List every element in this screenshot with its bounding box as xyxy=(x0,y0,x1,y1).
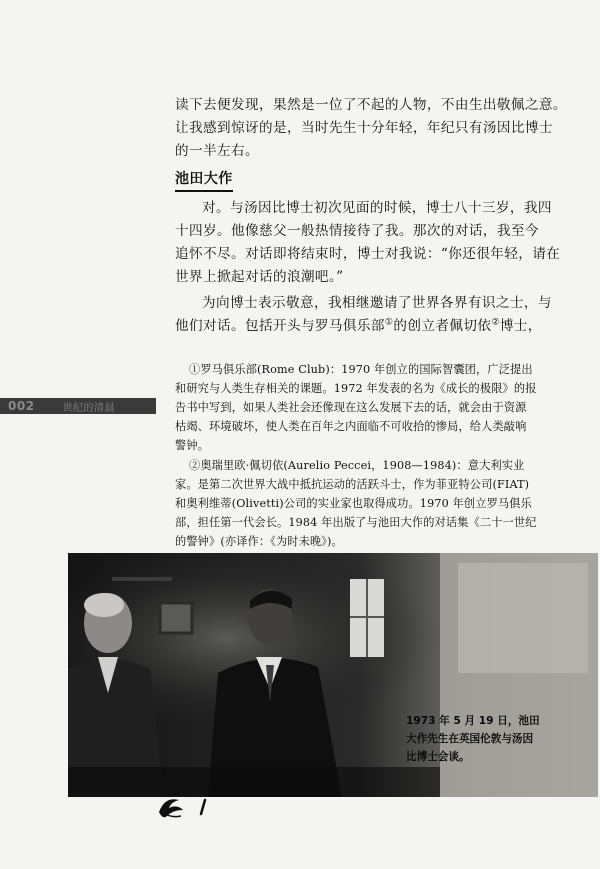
paragraph-2-line-1: 对。与汤因比博士初次见面的时候，博士八十三岁，我四 xyxy=(202,200,552,216)
paragraph-3 xyxy=(175,292,563,338)
footnote-2-line-2: 家。是第二次世界大战中抵抗运动的活跃斗士，作为菲亚特公司(FIAT) xyxy=(175,478,530,491)
paragraph-1-line-1: 读下去便发现，果然是一位了不起的人物，不由生出敬佩之意。 xyxy=(175,97,567,113)
footnote-2-line-3: 和奥利维蒂(Olivetti)公司的实业家也取得成功。1970 年创立罗马俱乐 xyxy=(175,497,532,510)
caption-line-1: 1973 年 5 月 19 日，池田 xyxy=(406,715,540,727)
decorative-ornament-icon xyxy=(155,792,215,822)
footnote-1 xyxy=(175,360,567,455)
page-number: 002 xyxy=(8,399,35,413)
paragraph-2-line-3: 追怀不尽。对话即将结束时，博士对我说：“你还很年轻，请在 xyxy=(175,246,561,262)
footnote-ref-2[interactable]: ② xyxy=(491,317,500,328)
caption-line-2: 大作先生在英国伦敦与汤因 xyxy=(406,733,534,745)
section-heading: 池田大作 xyxy=(175,168,233,192)
running-head xyxy=(0,398,156,414)
footnote-ref-1[interactable]: ① xyxy=(384,317,394,328)
paragraph-2 xyxy=(175,197,563,289)
footnote-1-line-5: 警钟。 xyxy=(175,439,210,452)
paragraph-1-line-2: 让我感到惊讶的是，当时先生十分年轻，年纪只有汤因比博士 xyxy=(175,120,553,136)
footnote-2 xyxy=(175,456,567,551)
footnote-2-line-5: 的警钟》(亦译作：《为时未晚》)。 xyxy=(175,535,343,548)
footnote-1-line-1: ①罗马俱乐部(Rome Club)：1970 年创立的国际智囊团，广泛提出 xyxy=(189,363,533,376)
paragraph-3-line-2-c: 博士， xyxy=(499,318,542,334)
footnote-2-line-4: 部，担任第一代会长。1984 年出版了与池田大作的对话集《二十一世纪 xyxy=(175,516,537,529)
running-title: 世纪的清晨 xyxy=(62,402,116,414)
footnote-1-line-4: 枯竭、环境破坏，使人类在百年之内面临不可收拾的惨局，给人类敲响 xyxy=(175,420,527,433)
footnote-1-line-3: 告书中写到，如果人类社会还像现在这么发展下去的话，就会由于资源 xyxy=(175,401,527,414)
paragraph-3-line-1: 为向博士表示敬意，我相继邀请了世界各界有识之士，与 xyxy=(202,295,552,311)
paragraph-2-line-2: 十四岁。他像慈父一般热情接待了我。那次的对话，我至今 xyxy=(175,223,539,239)
footnote-1-line-2: 和研究与人类生存相关的课题。1972 年发表的名为《成长的极限》的报 xyxy=(175,382,537,395)
paragraph-1 xyxy=(175,94,567,163)
paragraph-2-line-4: 世界上掀起对话的浪潮吧。” xyxy=(175,269,344,285)
footnote-2-line-1: ②奥瑞里欧·佩切依(Aurelio Peccei，1908—1984)：意大利实业 xyxy=(189,459,525,472)
paragraph-1-line-3: 的一半左右。 xyxy=(175,143,259,159)
paragraph-3-line-2-b: 的创立者佩切依 xyxy=(393,318,492,334)
caption-line-3: 比博士会谈。 xyxy=(406,751,470,763)
paragraph-3-line-2-a: 他们对话。包括开头与罗马俱乐部 xyxy=(175,318,385,334)
photo-caption xyxy=(406,712,566,766)
